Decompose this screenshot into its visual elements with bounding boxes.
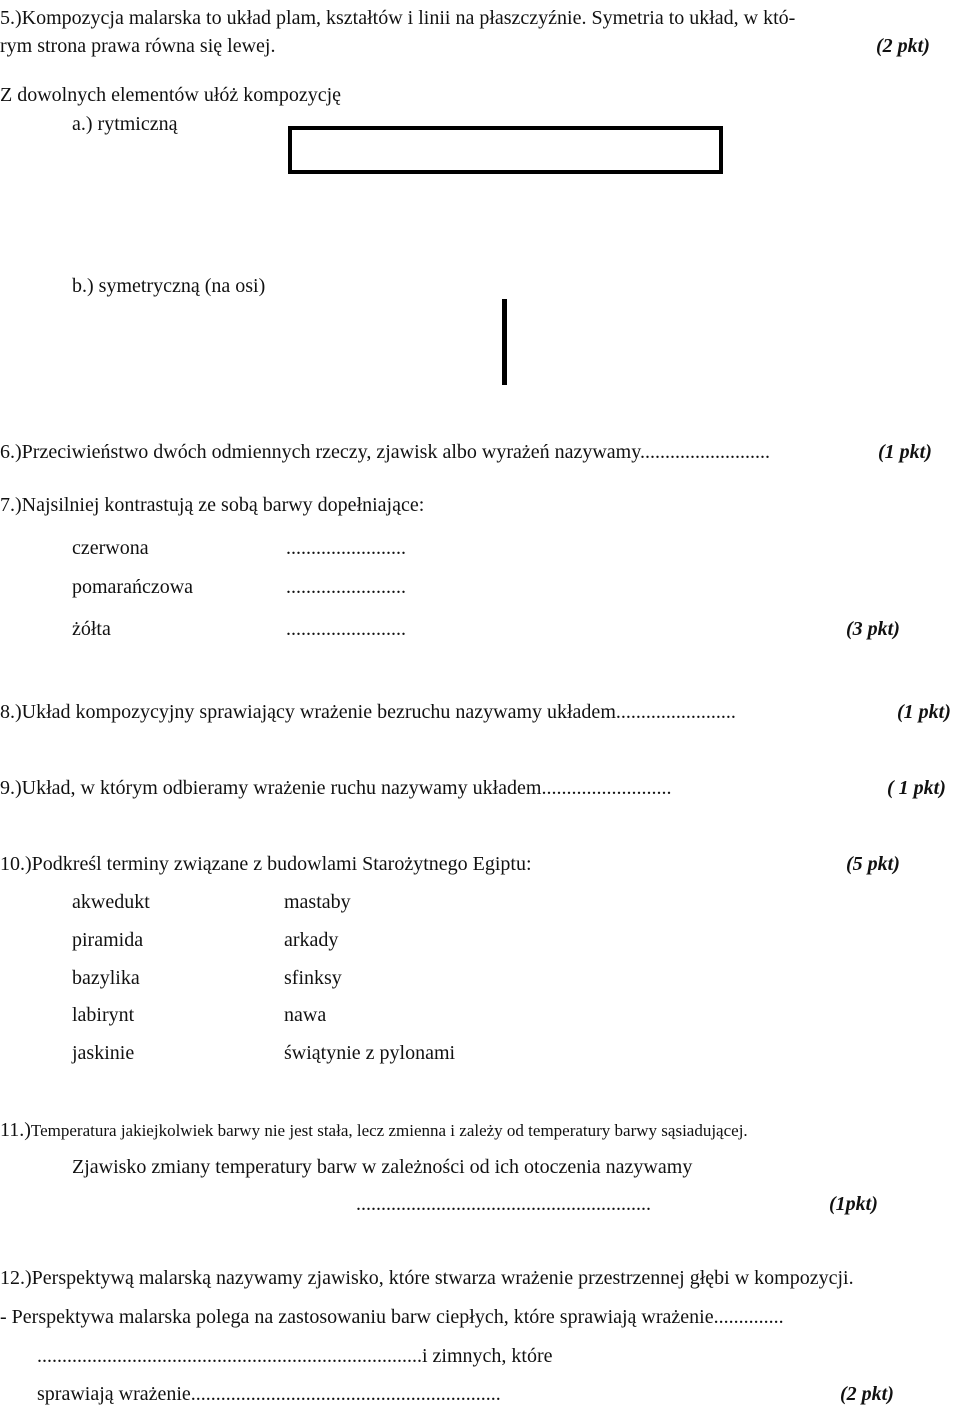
q7-color-name: żółta (72, 618, 111, 640)
q9-points: ( 1 pkt) (887, 777, 946, 799)
q10-term[interactable]: bazylika (72, 967, 140, 989)
q7-points: (3 pkt) (846, 618, 900, 640)
q6-text: 6.)Przeciwieństwo dwóch odmiennych rzeczy, zjawisk albo wyrażeń nazywamy.......................... (0, 441, 770, 463)
q10-term[interactable]: piramida (72, 929, 144, 951)
q5-points: (2 pkt) (876, 35, 930, 57)
q5-line1: 5.)Kompozycja malarska to układ plam, kształtów i linii na płaszczyźnie. Symetria to układ, w któ- (0, 7, 796, 29)
q12-points: (2 pkt) (840, 1383, 894, 1405)
q7-color-dots[interactable]: ........................ (286, 576, 406, 598)
q10-points: (5 pkt) (846, 853, 900, 875)
q5-instruction: Z dowolnych elementów ułóż kompozycję (0, 84, 342, 106)
q10-term[interactable]: świątynie z pylonami (284, 1042, 456, 1064)
q10-term[interactable]: labirynt (72, 1004, 135, 1026)
q7-text: 7.)Najsilniej kontrastują ze sobą barwy dopełniające: (0, 494, 425, 516)
q12-line1: 12.)Perspektywą malarską nazywamy zjawisko, które stwarza wrażenie przestrzennej głębi w kompozycji. (0, 1267, 854, 1289)
q10-term[interactable]: sfinksy (284, 967, 342, 989)
q10-term[interactable]: mastaby (284, 891, 351, 913)
q11-number: 11.) (0, 1119, 31, 1141)
q10-term[interactable]: akwedukt (72, 891, 150, 913)
q12-line2: - Perspektywa malarska polega na zastosowaniu barw ciepłych, które sprawiają wrażenie.............. (0, 1306, 784, 1328)
symmetry-axis-line (502, 299, 507, 385)
q10-term[interactable]: nawa (284, 1004, 327, 1026)
q5-b-label: b.) symetryczną (na osi) (72, 275, 266, 297)
q6-points: (1 pkt) (878, 441, 932, 463)
q7-color-dots[interactable]: ........................ (286, 537, 406, 559)
q12-line4[interactable]: sprawiają wrażenie.............................................................. (37, 1383, 501, 1405)
rhythmic-composition-box[interactable] (288, 126, 723, 174)
q10-term[interactable]: arkady (284, 929, 339, 951)
q11-line1 (0, 1118, 748, 1143)
q5-a-label: a.) rytmiczną (72, 113, 178, 135)
q10-text: 10.)Podkreśl terminy związane z budowlami Starożytnego Egiptu: (0, 853, 532, 875)
q8-points: (1 pkt) (897, 701, 951, 723)
q7-color-name: pomarańczowa (72, 576, 194, 598)
q12-line3[interactable]: .............................................................................i zimnych, które (37, 1345, 553, 1367)
q7-color-dots[interactable]: ........................ (286, 618, 406, 640)
q11-points: (1pkt) (829, 1193, 878, 1215)
q11-answer-dots[interactable]: ........................................................... (356, 1193, 651, 1215)
q9-text: 9.)Układ, w którym odbieramy wrażenie ruchu nazywamy układem.......................... (0, 777, 672, 799)
q7-color-name: czerwona (72, 537, 149, 559)
q11-line2: Zjawisko zmiany temperatury barw w zależności od ich otoczenia nazywamy (72, 1156, 693, 1178)
q8-text: 8.)Układ kompozycyjny sprawiający wrażenie bezruchu nazywamy układem........................ (0, 701, 736, 723)
q5-line2: rym strona prawa równa się lewej. (0, 35, 276, 57)
q10-term[interactable]: jaskinie (72, 1042, 135, 1064)
q11-statement: Temperatura jakiejkolwiek barwy nie jest stała, lecz zmienna i zależy od temperatury barwy sąsiadującej. (30, 1121, 748, 1140)
